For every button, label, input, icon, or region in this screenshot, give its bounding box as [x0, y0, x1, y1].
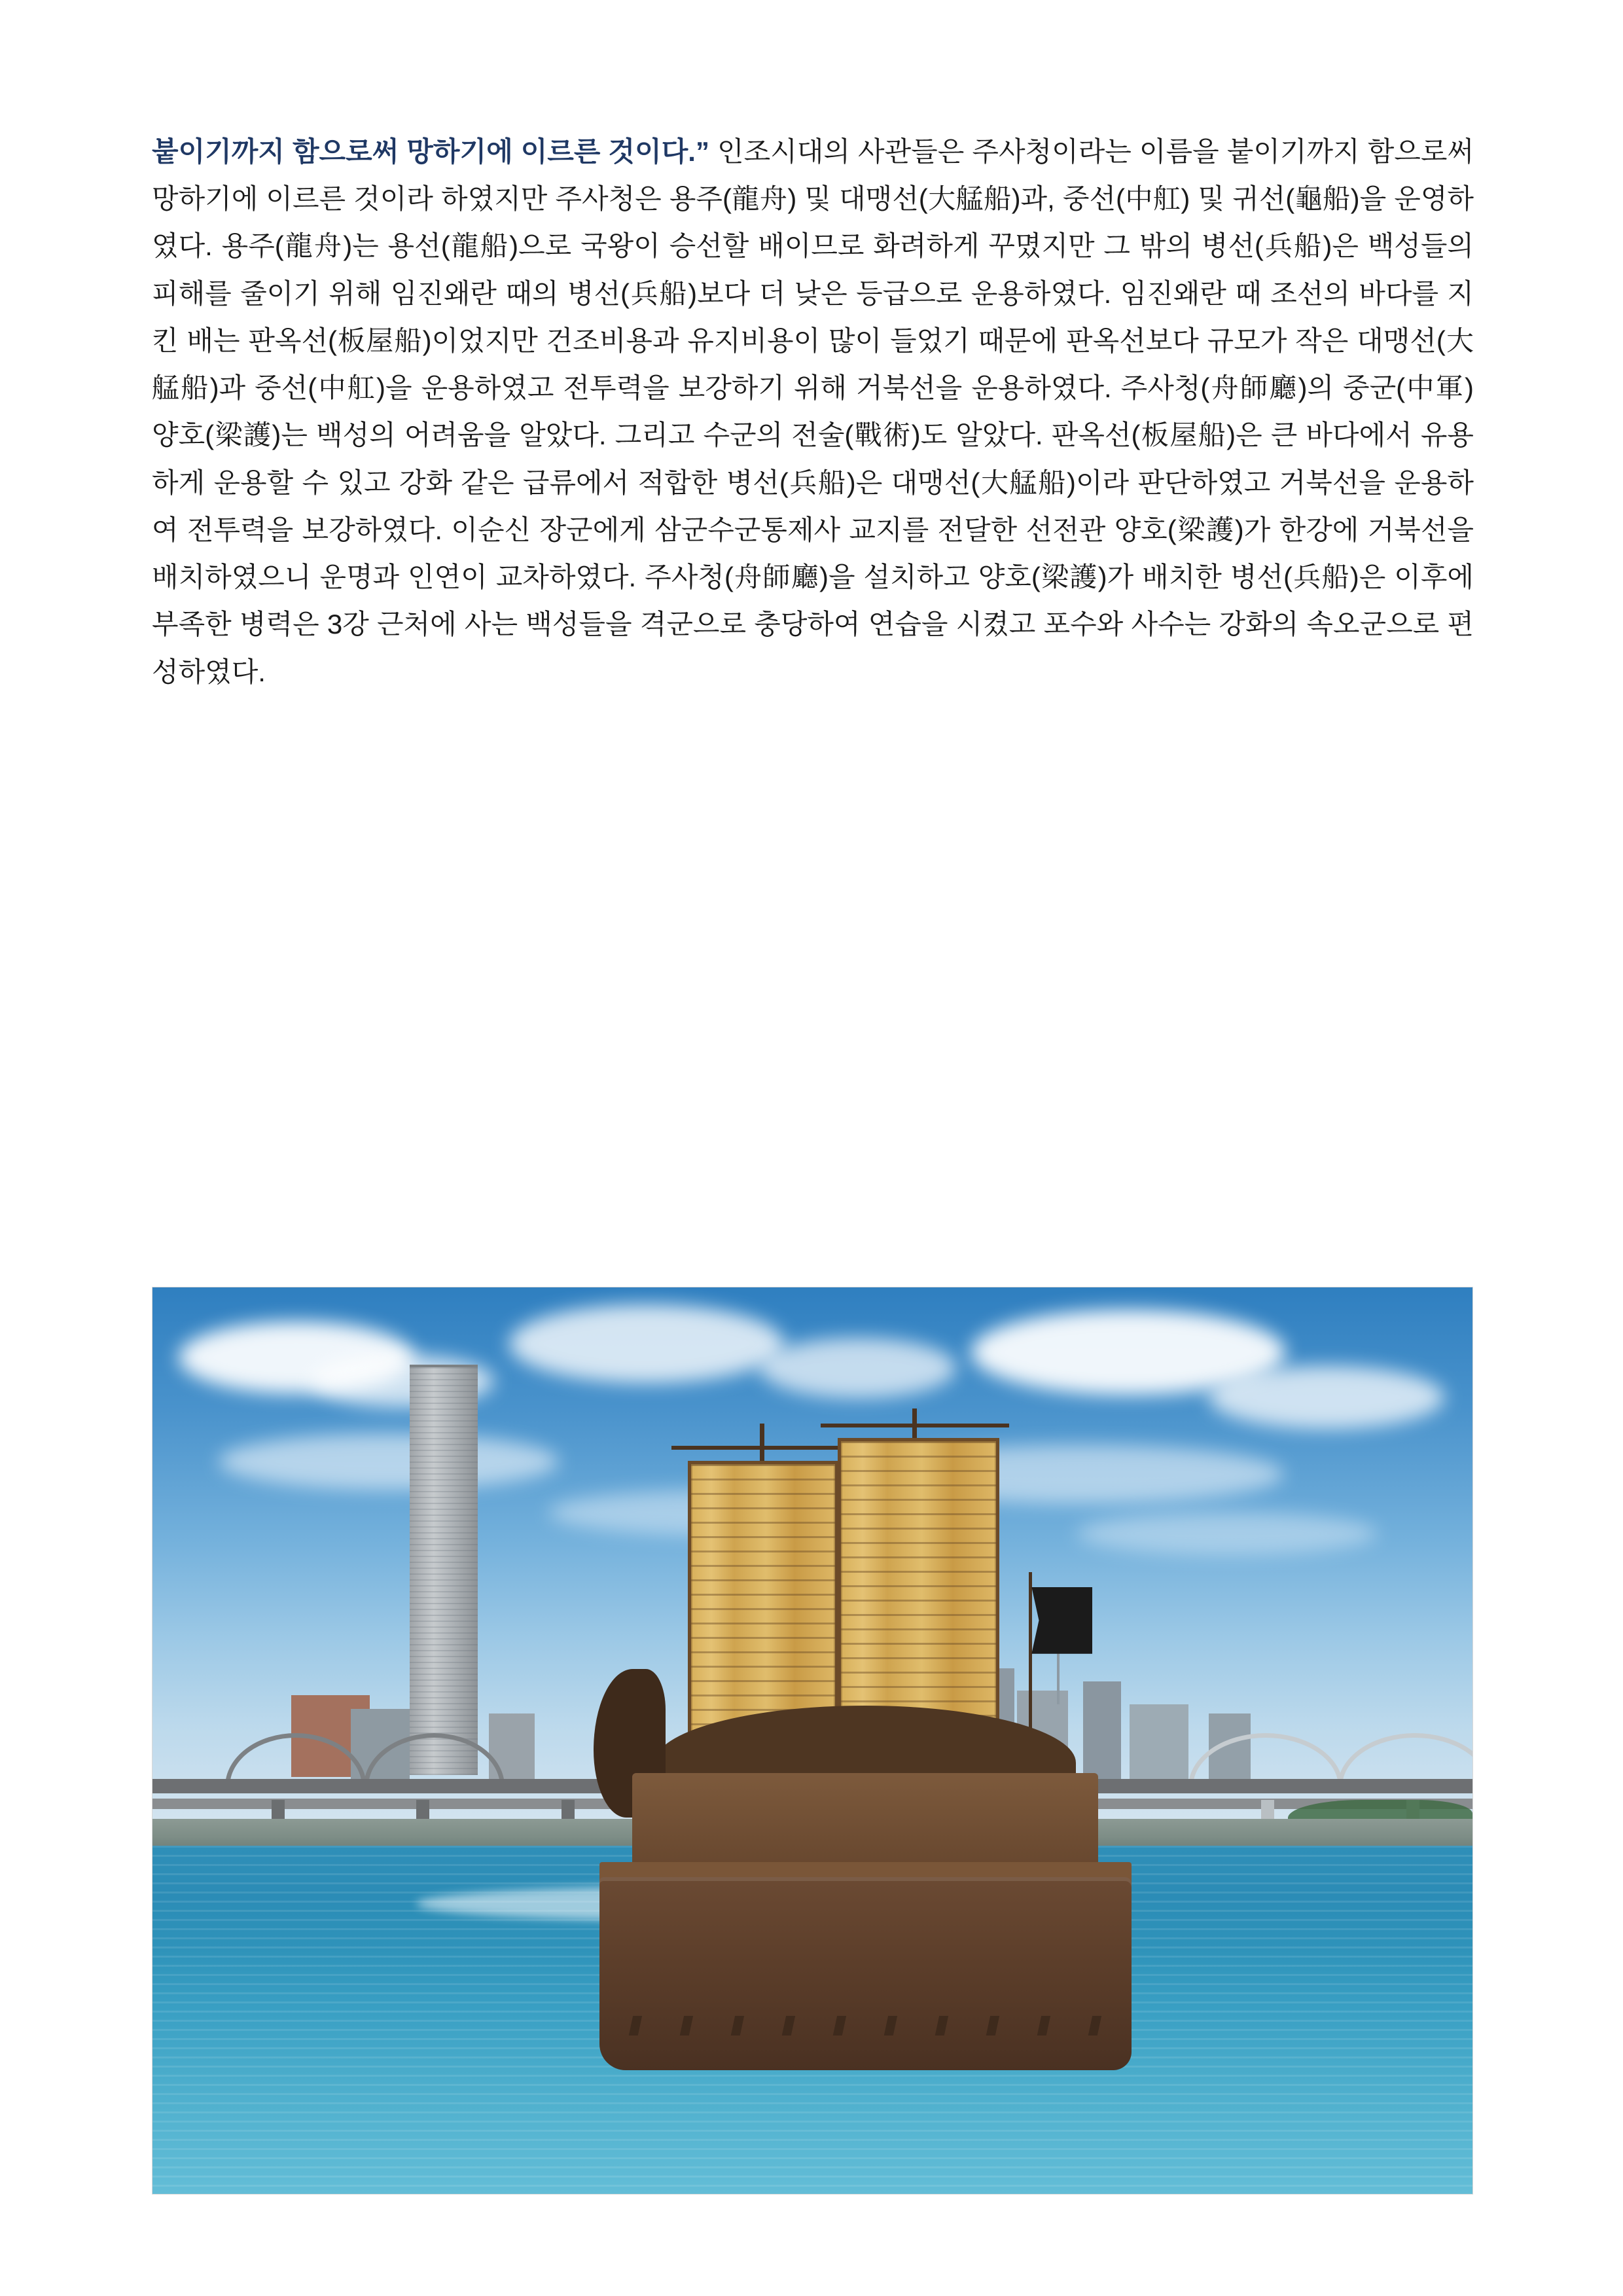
photo-turtle-ship-on-han-river	[152, 1287, 1473, 2195]
oar	[782, 2016, 795, 2036]
sail	[838, 1438, 999, 1742]
yard-spar	[821, 1424, 1009, 1427]
oar-row	[631, 2016, 1099, 2036]
oar	[833, 2016, 846, 2036]
article-body	[152, 128, 1474, 696]
hull	[599, 1877, 1132, 2070]
figure-turtle-ship	[152, 1287, 1473, 2195]
ship-upper-deck	[632, 1773, 1098, 1877]
cloud-icon	[509, 1304, 784, 1383]
oar	[935, 2016, 948, 2036]
sail	[688, 1461, 838, 1735]
oar	[731, 2016, 744, 2036]
paragraph-main	[152, 128, 1474, 696]
flag	[1031, 1587, 1092, 1654]
cloud-icon	[1209, 1366, 1444, 1429]
cloud-icon	[760, 1338, 956, 1398]
cloud-icon	[219, 1433, 559, 1490]
lead-phrase: 붙이기까지 함으로써 망하기에 이르른 것이다.”	[152, 136, 709, 167]
oar	[884, 2016, 897, 2036]
oar	[986, 2016, 999, 2036]
turtle-ship	[588, 1424, 1143, 2167]
oar	[1088, 2016, 1101, 2036]
paragraph-text: 인조시대의 사관들은 주사청이라는 이름을 붙이기까지 함으로써 망하기에 이르른 것이라 하였지만 주사청은 용주(龍舟) 및 대맹선(大艋船)과, 중선(中舡) 및 귀선(龜船)을 운영하였다. 용주(龍舟)는 용선(龍船)으로 국왕이 승선할 배이므로 화려하게 꾸몄지만 그 밖의 병선(兵船)은 백성들의 피해를 줄이기 위해 임진왜란 때의 병선(兵船)보다 더 낮은 등급으로 운용하였다. 임진왜란 때 조선의 바다를 지킨 배는 판옥선(板屋船)이었지만 건조비용과 유지비용이 많이 들었기 때문에 판옥선보다 규모가 작은 대맹선(大艋船)과 중선(中舡)을 운용하였고 전투력을 보강하기 위해 거북선을 운용하였다. 주사청(舟師廳)의 중군(中軍) 양호(梁護)는 백성의 어려움을 알았다. 그리고 수군의 전술(戰術)도 알았다. 판옥선(板屋船)은 큰 바다에서 유용하게 운용할 수 있고 강화 같은 급류에서 적합한 병선(兵船)은 대맹선(大艋船)이라 판단하였고 거북선을 운용하여 전투력을 보강하였다. 이순신 장군에게 삼군수군통제사 교지를 전달한 선전관 양호(梁護)가 한강에 거북선을 배치하였으니 운명과 인연이 교차하였다. 주사청(舟師廳)을 설치하고 양호(梁護)가 배치한 병선(兵船)은 이후에 부족한 병력은 3강 근처에 사는 백성들을 격군으로 충당하여 연습을 시켰고 포수와 사수는 강화의 속오군으로 편성하였다.	[152, 136, 1474, 687]
oar	[629, 2016, 642, 2036]
skyscraper-landmark	[410, 1365, 478, 1775]
oar	[1037, 2016, 1050, 2036]
yard-spar	[671, 1446, 849, 1450]
oar	[680, 2016, 693, 2036]
